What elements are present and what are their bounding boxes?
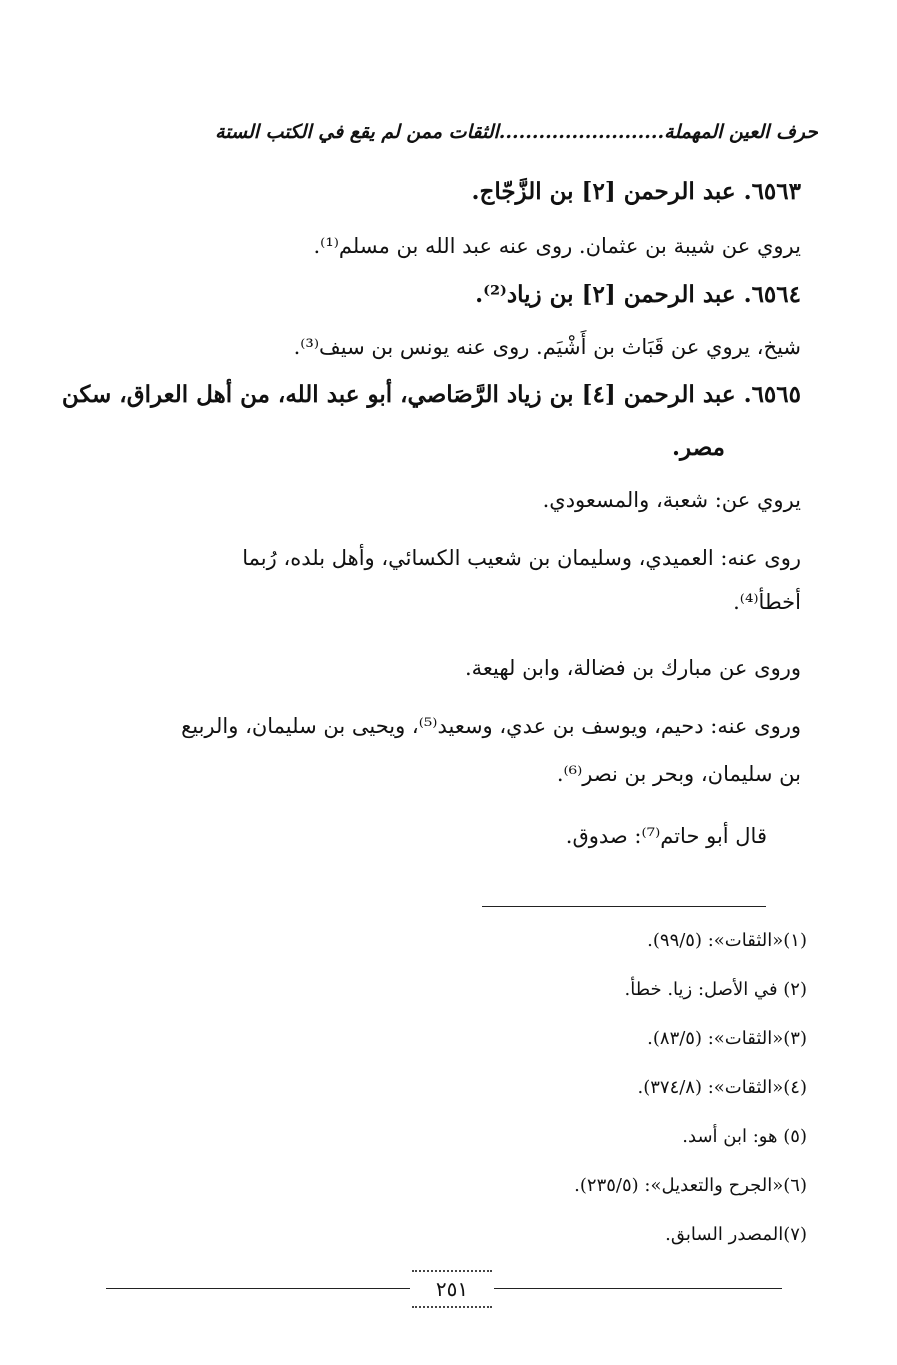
entry-text-line: قال أبو حاتم⁽⁷⁾: صدوق. xyxy=(565,824,767,848)
entry-heading-6564: ٦٥٦٤. عبد الرحمن [٢] بن زياد⁽²⁾. xyxy=(475,281,801,308)
footnote-item: (٥) هو: ابن أسد. xyxy=(682,1126,807,1147)
footnote-item: (١)«الثقات»: (٩٩/٥). xyxy=(647,930,807,951)
footnote-item: (٦)«الجرح والتعديل»: (٢٣٥/٥). xyxy=(574,1175,807,1196)
footnote-item: (٢) في الأصل: زيا. خطأ. xyxy=(624,979,807,1000)
footnote-item: (٣)«الثقات»: (٨٣/٥). xyxy=(647,1028,807,1049)
entry-heading-6565: ٦٥٦٥. عبد الرحمن [٤] بن زياد الرَّصَاصي، أبو عبد الله، من أهل العراق، سكن xyxy=(61,381,801,408)
entry-text-line: وروى عن مبارك بن فضالة، وابن لهيعة. xyxy=(464,656,801,680)
entry-text-6564: شيخ، يروي عن قَبَاث بن أَشْيَم. روى عنه يونس بن سيف⁽³⁾. xyxy=(293,335,801,359)
entry-text-6563: يروي عن شيبة بن عثمان. روى عنه عبد الله بن مسلم⁽¹⁾. xyxy=(313,234,801,258)
footer-rule-left xyxy=(106,1288,410,1289)
entry-text-line: بن سليمان، وبحر بن نصر⁽⁶⁾. xyxy=(556,762,801,786)
footnote-divider xyxy=(482,906,766,907)
footnote-item: (٧)المصدر السابق. xyxy=(665,1224,807,1245)
page-number: ٢٥١ xyxy=(412,1270,492,1308)
footer-rule-right xyxy=(494,1288,782,1289)
entry-text-line: وروى عنه: دحيم، ويوسف بن عدي، وسعيد⁽⁵⁾، ويحيى بن سليمان، والربيع xyxy=(181,714,801,738)
entry-text-line: أخطأ⁽⁴⁾. xyxy=(733,590,801,614)
entry-text-line: يروي عن: شعبة، والمسعودي. xyxy=(542,488,801,512)
entry-heading-6563: ٦٥٦٣. عبد الرحمن [٢] بن الزَّجّاج. xyxy=(471,178,801,205)
footnote-item: (٤)«الثقات»: (٣٧٤/٨). xyxy=(637,1077,807,1098)
running-header: حرف العين المهملة.........................الثقات ممن لم يقع في الكتب الستة xyxy=(215,121,818,143)
entry-heading-6565-cont: مصر. xyxy=(672,434,725,461)
entry-text-line: روى عنه: العميدي، وسليمان بن شعيب الكسائي، وأهل بلده، رُبما xyxy=(242,546,801,570)
